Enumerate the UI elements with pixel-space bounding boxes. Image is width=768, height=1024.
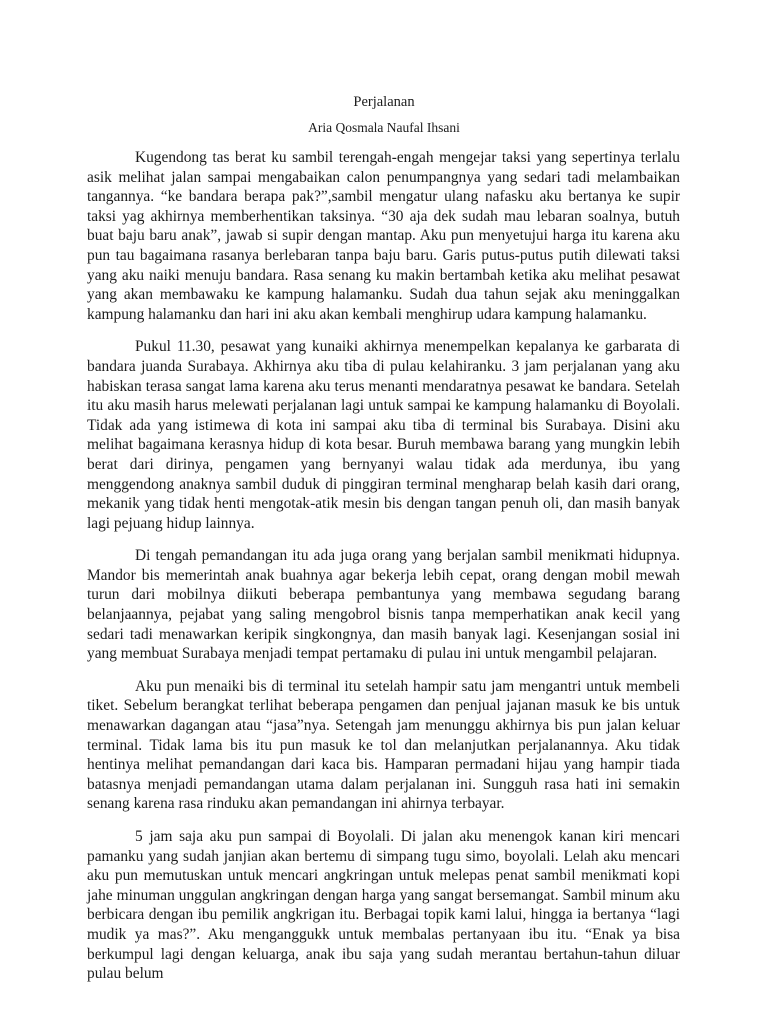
document-body	[87, 148, 680, 997]
author-name: Aria Qosmala Naufal Ihsani	[308, 120, 460, 135]
paragraph-2: Pukul 11.30, pesawat yang kunaiki akhirnya menempelkan kepalanya ke garbarata di bandara juanda Surabaya. Akhirnya aku tiba di pulau kelahiranku. 3 jam perjalanan yang aku habiskan terasa sangat lama karena aku terus menanti mendaratnya pesawat ke bandara. Setelah itu aku masih harus melewati perjalanan lagi untuk sampai ke kampung halamanku di Boyolali. Tidak ada yang istimewa di kota ini sampai aku tiba di terminal bis Surabaya. Disini aku melihat bagaimana kerasnya hidup di kota besar. Buruh membawa barang yang mungkin lebih berat dari dirinya, pengamen yang bernyanyi walau tidak ada merdunya, ibu yang menggendong anaknya sambil duduk di pinggiran terminal mengharap belah kasih dari orang, mekanik yang tidak henti mengotak-atik mesin bis dengan tangan penuh oli, dan masih banyak lagi pejuang hidup lainnya.	[87, 338, 680, 532]
paragraph-3: Di tengah pemandangan itu ada juga orang yang berjalan sambil menikmati hidupnya. Mandor bis memerintah anak buahnya agar bekerja lebih cepat, orang dengan mobil mewah turun dari mobilnya diikuti beberapa pembantunya yang membawa segudang barang belanjaannya, pejabat yang saling mengobrol bisnis tanpa memperhatikan anak kecil yang sedari tadi menawarkan keripik singkongnya, dan masih banyak lagi. Kesenjangan sosial ini yang membuat Surabaya menjadi tempat pertamaku di pulau ini untuk mengambil pelajaran.	[87, 547, 680, 663]
paragraph-4: Aku pun menaiki bis di terminal itu setelah hampir satu jam mengantri untuk membeli tiket. Sebelum berangkat terlihat beberapa pengamen dan penjual jajanan masuk ke bis untuk menawarkan dagangan atau “jasa”nya. Setengah jam menunggu akhirnya bis pun jalan keluar terminal. Tidak lama bis itu pun masuk ke tol dan melanjutkan perjalanannya. Aku tidak hentinya melihat pemandangan dari kaca bis. Hamparan permadani hijau yang hampir tiada batasnya menjadi pemandangan utama dalam perjalanan ini. Sungguh rasa hati ini semakin senang karena rasa rinduku akan pemandangan ini ahirnya terbayar.	[87, 677, 680, 813]
paragraph-5: 5 jam saja aku pun sampai di Boyolali. Di jalan aku menengok kanan kiri mencari pamanku yang sudah janjian akan bertemu di simpang tugu simo, boyolali. Lelah aku mencari aku pun memutuskan untuk mencari angkringan untuk melepas penat sambil menikmati kopi jahe minuman unggulan angkringan dengan harga yang sangat bersemangat. Sambil minum aku berbicara dengan ibu pemilik angkrigan itu. Berbagai topik kami lalui, hingga ia bertanya “lagi mudik ya mas?”. Aku menganggukk untuk membalas pertanyaan ibu itu. “Enak ya bisa berkumpul lagi dengan keluarga, anak ibu saja yang sudah merantau bertahun-tahun diluar pulau belum	[87, 828, 680, 983]
paragraph-1: Kugendong tas berat ku sambil terengah-engah mengejar taksi yang sepertinya terlalu asik melihat jalan sampai mengabaikan calon penumpangnya yang sedari tadi melambaikan tangannya. “ke bandara berapa pak?”,sambil mengatur ulang nafasku aku bertanya ke supir taksi yag akhirnya memberhentikan taksinya. “30 aja dek sudah mau lebaran soalnya, butuh buat baju baru anak”, jawab si supir dengan mantap. Aku pun menyetujui harga itu karena aku pun tau bagaimana rasanya berlebaran tanpa baju baru. Garis putus-putus putih dilewati taksi yang aku naiki menuju bandara. Rasa senang ku makin bertambah ketika aku melihat pesawat yang akan membawaku ke kampung halamanku. Sudah dua tahun sejak aku meninggalkan kampung halamanku dan hari ini aku akan kembali menghirup udara kampung halamanku.	[87, 149, 680, 323]
document-title: Perjalanan	[353, 94, 415, 110]
